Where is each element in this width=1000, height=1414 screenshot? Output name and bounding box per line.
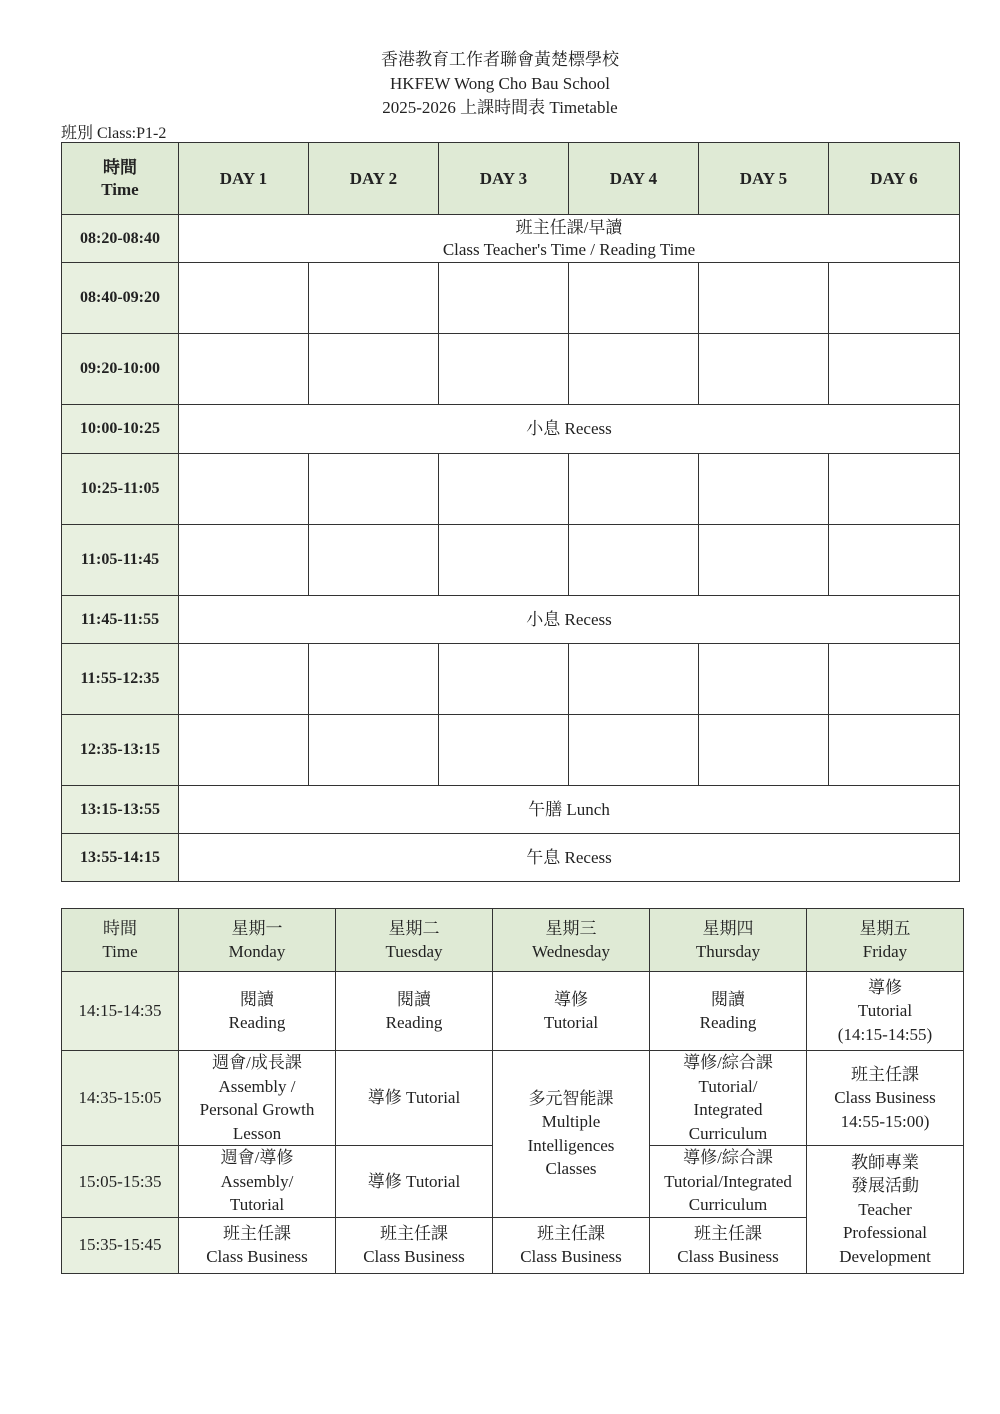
- multiple-intelligences-cell: 多元智能課 Multiple Intelligences Classes: [493, 1051, 650, 1218]
- lesson-cell: 閱讀 Reading: [650, 972, 807, 1051]
- table-row: [62, 715, 960, 786]
- class-teacher-time-cell: 班主任課/早讀 Class Teacher's Time / Reading Time: [179, 215, 960, 263]
- lesson-cell: 班主任課 Class Business: [336, 1217, 493, 1273]
- table-row: [62, 786, 960, 834]
- table-row: [62, 334, 960, 405]
- time-cell: 08:40-09:20: [62, 263, 179, 334]
- page-header: [0, 48, 1000, 120]
- lesson-cell: 週會/導修 Assembly/ Tutorial: [179, 1146, 336, 1218]
- lesson-cell: [309, 334, 439, 405]
- lesson-cell: [309, 644, 439, 715]
- time-cell: 13:55-14:15: [62, 834, 179, 882]
- lesson-cell: 導修/綜合課 Tutorial/Integrated Curriculum: [650, 1146, 807, 1218]
- time-cell: 08:20-08:40: [62, 215, 179, 263]
- recess-cell: 午息 Recess: [179, 834, 960, 882]
- table-row: [62, 644, 960, 715]
- lesson-cell: [569, 644, 699, 715]
- school-name-en: HKFEW Wong Cho Bau School: [390, 74, 610, 93]
- day-header: DAY 5: [699, 143, 829, 215]
- lesson-cell: [699, 715, 829, 786]
- table-row: [62, 1051, 964, 1146]
- lesson-cell: 導修 Tutorial: [336, 1051, 493, 1146]
- table-row: [62, 525, 960, 596]
- day-header: DAY 1: [179, 143, 309, 215]
- lesson-cell: [439, 263, 569, 334]
- day-cycle-timetable: [61, 142, 960, 882]
- school-name-zh: 香港教育工作者聯會黃楚標學校: [381, 50, 619, 69]
- time-cell: 10:25-11:05: [62, 454, 179, 525]
- lesson-cell: [829, 715, 960, 786]
- weekday-header: 星期五 Friday: [807, 909, 964, 972]
- weekday-afternoon-timetable: [61, 908, 964, 1274]
- lesson-cell: [569, 454, 699, 525]
- table-row: [62, 834, 960, 882]
- lesson-cell: 班主任課 Class Business: [650, 1217, 807, 1273]
- lesson-cell: 週會/成長課 Assembly / Personal Growth Lesson: [179, 1051, 336, 1146]
- lunch-cell: 午膳 Lunch: [179, 786, 960, 834]
- time-cell: 14:15-14:35: [62, 972, 179, 1051]
- weekday-header: 星期一 Monday: [179, 909, 336, 972]
- lesson-cell: 閱讀 Reading: [336, 972, 493, 1051]
- lesson-cell: [179, 525, 309, 596]
- lesson-cell: [309, 715, 439, 786]
- table-row: [62, 596, 960, 644]
- class-label: 班別 Class:P1-2: [61, 125, 167, 142]
- weekday-header: 星期四 Thursday: [650, 909, 807, 972]
- weekday-header: 星期二 Tuesday: [336, 909, 493, 972]
- lesson-cell: [309, 525, 439, 596]
- day-header: DAY 3: [439, 143, 569, 215]
- lesson-cell: 導修 Tutorial: [336, 1146, 493, 1218]
- lesson-cell: [699, 525, 829, 596]
- time-cell: 15:05-15:35: [62, 1146, 179, 1218]
- lesson-cell: [569, 715, 699, 786]
- lesson-cell: [569, 334, 699, 405]
- time-cell: 11:05-11:45: [62, 525, 179, 596]
- lesson-cell: [829, 525, 960, 596]
- table-row: [62, 405, 960, 454]
- lesson-cell: [699, 263, 829, 334]
- lesson-cell: [569, 263, 699, 334]
- timetable-title: 2025-2026 上課時間表 Timetable: [382, 98, 618, 117]
- lesson-cell: 班主任課 Class Business: [493, 1217, 650, 1273]
- lesson-cell: [829, 644, 960, 715]
- lesson-cell: [439, 454, 569, 525]
- lesson-cell: 閱讀 Reading: [179, 972, 336, 1051]
- lesson-cell: [439, 334, 569, 405]
- lesson-cell: [829, 454, 960, 525]
- lesson-cell: 班主任課 Class Business: [179, 1217, 336, 1273]
- lesson-cell: [439, 715, 569, 786]
- lesson-cell: [699, 454, 829, 525]
- table-row: [62, 263, 960, 334]
- lesson-cell: [179, 334, 309, 405]
- time-header: 時間 Time: [62, 143, 179, 215]
- time-cell: 14:35-15:05: [62, 1051, 179, 1146]
- time-cell: 09:20-10:00: [62, 334, 179, 405]
- lesson-cell: [439, 644, 569, 715]
- recess-cell: 小息 Recess: [179, 596, 960, 644]
- recess-cell: 小息 Recess: [179, 405, 960, 454]
- table-row: [62, 972, 964, 1051]
- table-row: [62, 454, 960, 525]
- time-cell: 11:45-11:55: [62, 596, 179, 644]
- teacher-development-cell: 教師專業 發展活動 Teacher Professional Development: [807, 1146, 964, 1274]
- day-header: DAY 4: [569, 143, 699, 215]
- day-header: DAY 6: [829, 143, 960, 215]
- lesson-cell: [829, 334, 960, 405]
- lesson-cell: [699, 644, 829, 715]
- lesson-cell: [179, 263, 309, 334]
- time-cell: 12:35-13:15: [62, 715, 179, 786]
- lesson-cell: [309, 263, 439, 334]
- time-cell: 10:00-10:25: [62, 405, 179, 454]
- lesson-cell: 導修/綜合課 Tutorial/ Integrated Curriculum: [650, 1051, 807, 1146]
- lesson-cell: [829, 263, 960, 334]
- lesson-cell: [699, 334, 829, 405]
- lesson-cell: 導修 Tutorial: [493, 972, 650, 1051]
- time-header: 時間 Time: [62, 909, 179, 972]
- weekday-header: 星期三 Wednesday: [493, 909, 650, 972]
- time-cell: 15:35-15:45: [62, 1217, 179, 1273]
- time-cell: 13:15-13:55: [62, 786, 179, 834]
- table-header-row: [62, 909, 964, 972]
- table-header-row: [62, 143, 960, 215]
- lesson-cell: [439, 525, 569, 596]
- lesson-cell: [569, 525, 699, 596]
- lesson-cell: [179, 454, 309, 525]
- lesson-cell: [179, 715, 309, 786]
- lesson-cell: [309, 454, 439, 525]
- lesson-cell: [179, 644, 309, 715]
- lesson-cell: 班主任課 Class Business 14:55-15:00): [807, 1051, 964, 1146]
- table-row: [62, 215, 960, 263]
- day-header: DAY 2: [309, 143, 439, 215]
- time-cell: 11:55-12:35: [62, 644, 179, 715]
- lesson-cell: 導修 Tutorial (14:15-14:55): [807, 972, 964, 1051]
